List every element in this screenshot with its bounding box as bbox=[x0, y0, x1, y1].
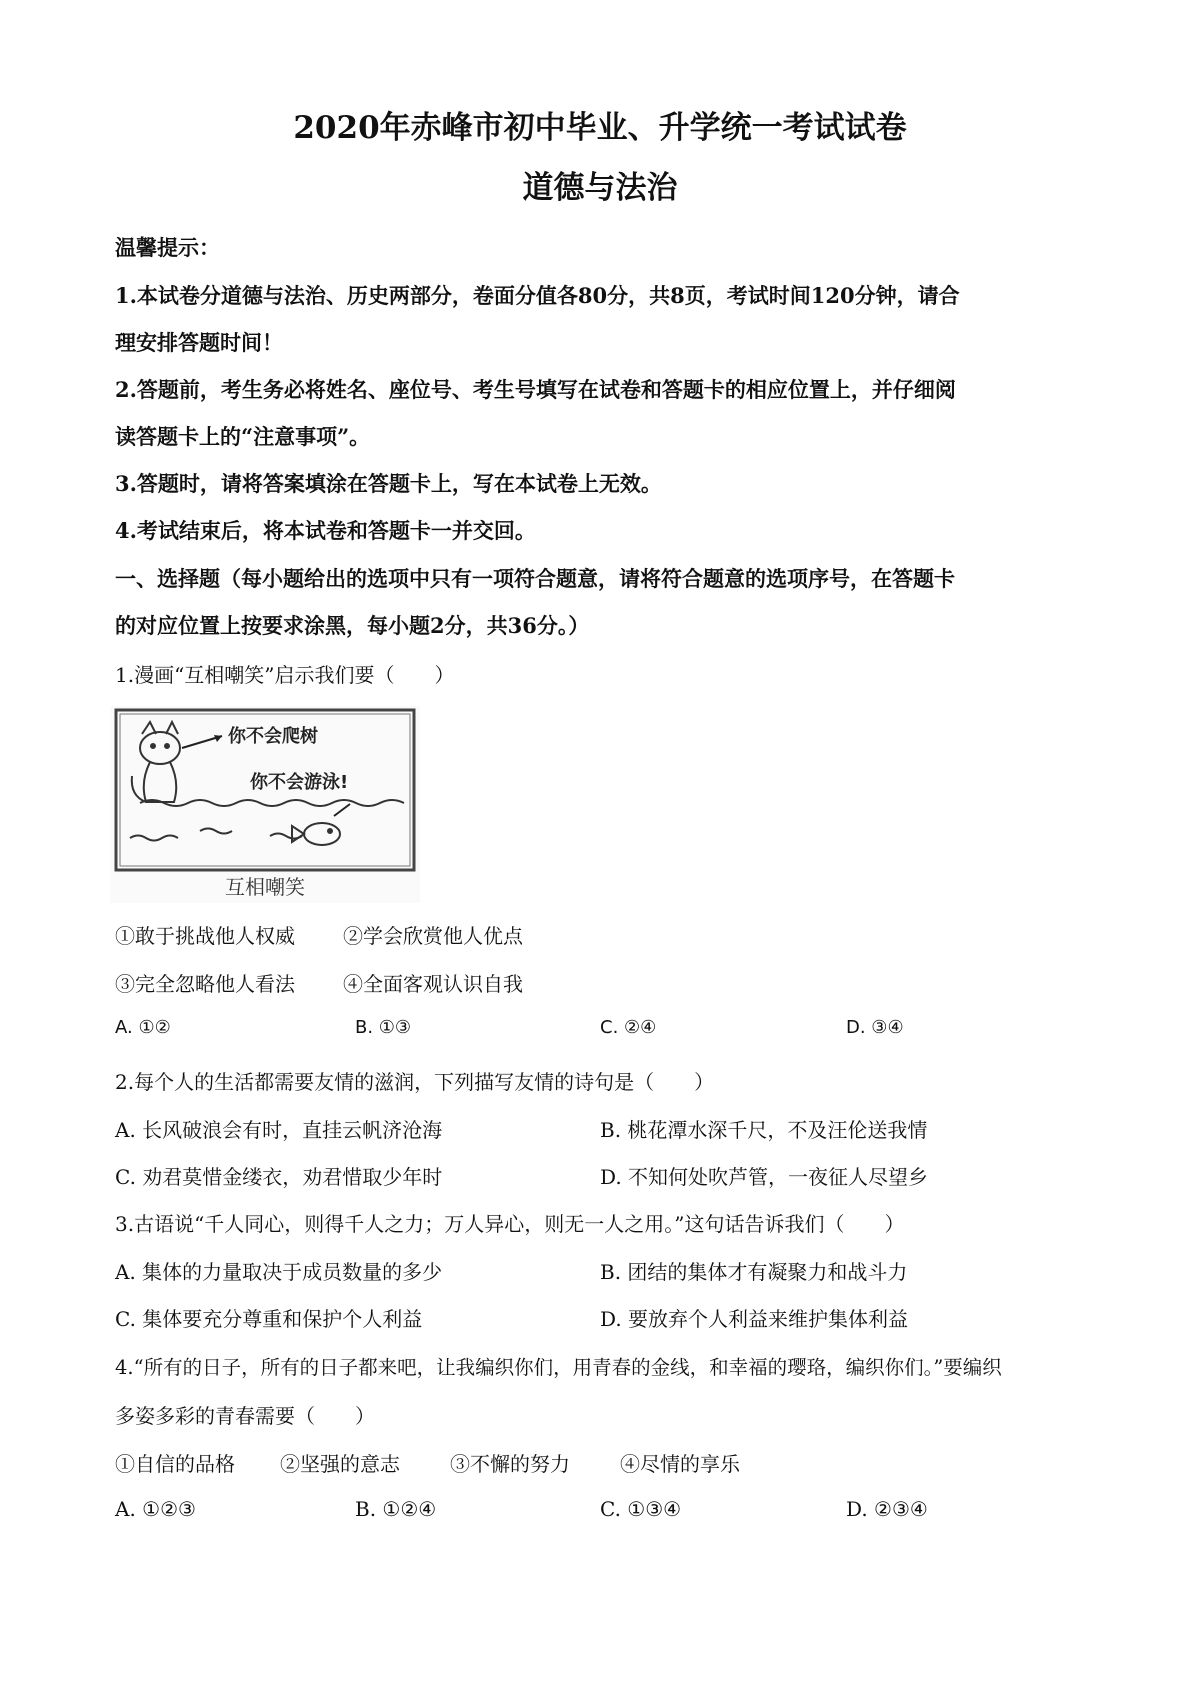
exam-subject: 道德与法治 bbox=[522, 170, 678, 206]
q2-option-b: B. 桃花潭水深千尺，不及汪伦送我情 bbox=[600, 1118, 928, 1142]
q4-option-d: D. ②③④ bbox=[846, 1497, 928, 1521]
q3-option-a: A. 集体的力量取决于成员数量的多少 bbox=[115, 1260, 443, 1284]
q3-option-c: C. 集体要充分尊重和保护个人利益 bbox=[115, 1307, 423, 1331]
question-3-stem: 3.古语说“千人同心，则得千人之力；万人异心，则无一人之用。”这句话告诉我们（ ） bbox=[115, 1212, 905, 1236]
cartoon-drawing bbox=[110, 706, 420, 903]
notice-item-2-line-2: 读答题卡上的“注意事项”。 bbox=[115, 424, 371, 449]
notice-item-1-line-1: 1.本试卷分道德与法治、历史两部分，卷面分值各80分，共8页，考试时间120分钟，请合 bbox=[115, 283, 960, 308]
q3-option-d: D. 要放弃个人利益来维护集体利益 bbox=[600, 1307, 909, 1331]
q4-option-b: B. ①②④ bbox=[355, 1497, 437, 1521]
q1-item-2: ②学会欣赏他人优点 bbox=[343, 924, 523, 948]
q4-option-c: C. ①③④ bbox=[600, 1497, 682, 1521]
q2-option-c: C. 劝君莫惜金缕衣，劝君惜取少年时 bbox=[115, 1165, 443, 1189]
section-1-line-1: 一、选择题（每小题给出的选项中只有一项符合题意，请将符合题意的选项序号，在答题卡 bbox=[115, 566, 955, 591]
q1-option-a: A. ①② bbox=[115, 1017, 171, 1038]
notice-item-2-line-1: 2.答题前，考生务必将姓名、座位号、考生号填写在试卷和答题卡的相应位置上，并仔细阅 bbox=[115, 377, 956, 402]
question-4-stem-line-2: 多姿多彩的青春需要（ ） bbox=[115, 1404, 375, 1428]
q1-item-4: ④全面客观认识自我 bbox=[343, 972, 523, 996]
exam-title: 2020年赤峰市初中毕业、升学统一考试试卷 bbox=[293, 110, 907, 146]
section-1-line-2: 的对应位置上按要求涂黑，每小题2分，共36分。） bbox=[115, 613, 590, 638]
bubble-text-1: 你不会爬树 bbox=[228, 726, 318, 747]
notice-heading: 温馨提示： bbox=[115, 235, 220, 260]
cartoon-caption: 互相嘲笑 bbox=[225, 875, 305, 899]
q4-option-a: A. ①②③ bbox=[115, 1497, 196, 1521]
q1-item-1: ①敢于挑战他人权威 bbox=[115, 924, 295, 948]
q4-item-1: ①自信的品格 bbox=[115, 1452, 235, 1476]
bubble-text-2: 你不会游泳! bbox=[250, 772, 349, 793]
question-2-stem: 2.每个人的生活都需要友情的滋润，下列描写友情的诗句是（ ） bbox=[115, 1070, 715, 1094]
q1-option-b: B. ①③ bbox=[355, 1017, 412, 1038]
notice-item-3: 3.答题时，请将答案填涂在答题卡上，写在本试卷上无效。 bbox=[115, 471, 662, 496]
q2-option-a: A. 长风破浪会有时，直挂云帆济沧海 bbox=[115, 1118, 443, 1142]
q4-item-2: ②坚强的意志 bbox=[280, 1452, 400, 1476]
q1-item-3: ③完全忽略他人看法 bbox=[115, 972, 295, 996]
q4-item-4: ④尽情的享乐 bbox=[620, 1452, 740, 1476]
q4-item-3: ③不懈的努力 bbox=[450, 1452, 570, 1476]
cartoon-image bbox=[110, 706, 420, 903]
question-4-stem-line-1: 4.“所有的日子，所有的日子都来吧，让我编织你们，用青春的金线，和幸福的璎珞，编织你们。”要编织 bbox=[115, 1356, 1002, 1379]
q1-option-c: C. ②④ bbox=[600, 1017, 657, 1038]
q3-option-b: B. 团结的集体才有凝聚力和战斗力 bbox=[600, 1260, 908, 1284]
q2-option-d: D. 不知何处吹芦管，一夜征人尽望乡 bbox=[600, 1165, 929, 1189]
notice-item-1-line-2: 理安排答题时间！ bbox=[115, 330, 283, 355]
q1-option-d: D. ③④ bbox=[846, 1017, 904, 1038]
notice-item-4: 4.考试结束后，将本试卷和答题卡一并交回。 bbox=[115, 518, 536, 543]
question-1-stem: 1.漫画“互相嘲笑”启示我们要（ ） bbox=[115, 663, 455, 687]
